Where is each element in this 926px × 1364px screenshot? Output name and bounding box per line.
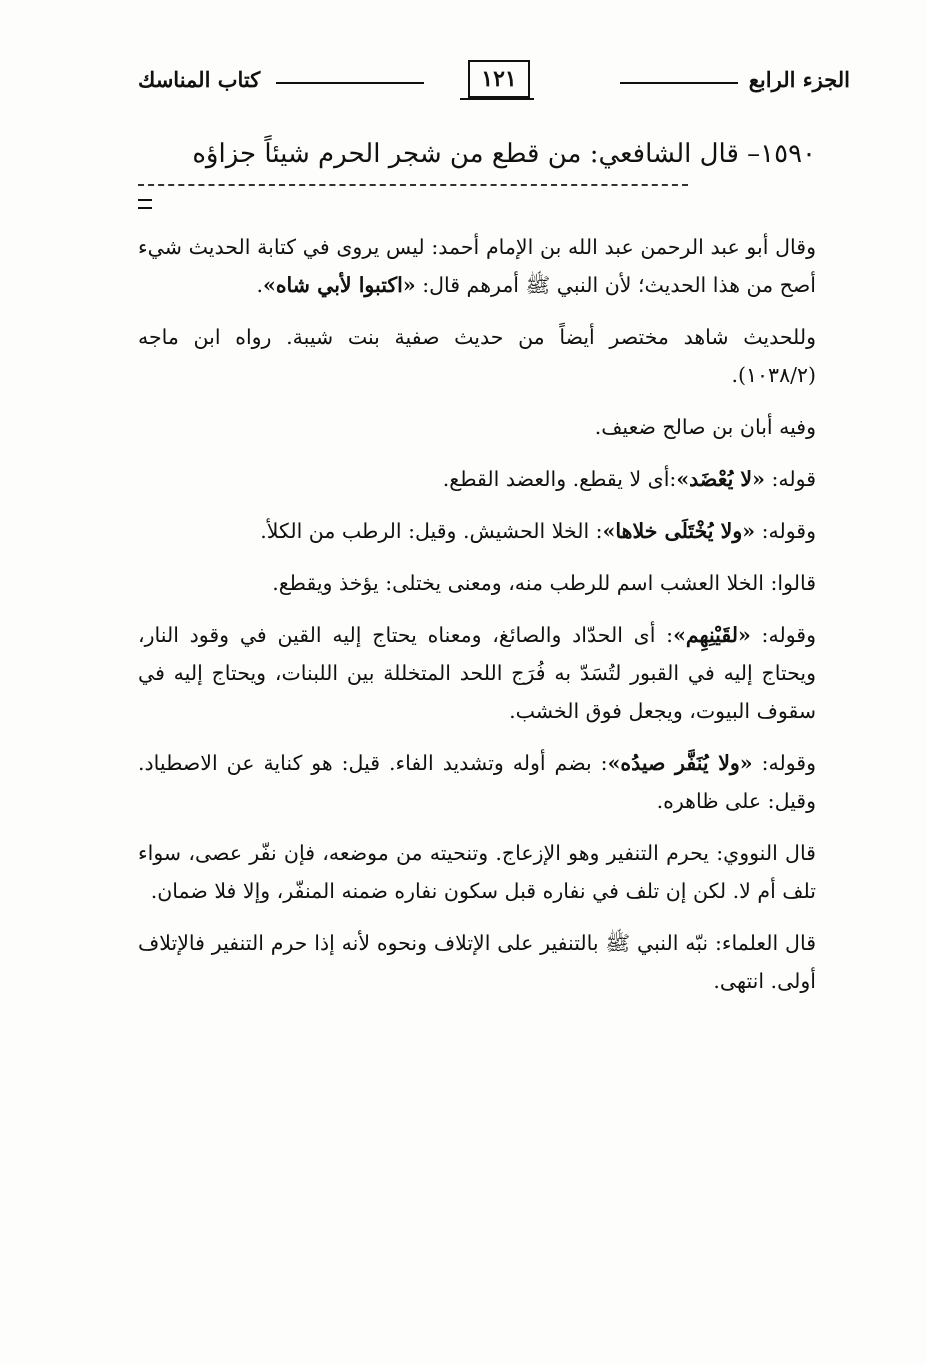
book-title: كتاب المناسك [138, 67, 261, 92]
commentary-body [138, 228, 816, 1000]
paragraph: وقوله: «لقَيْنِهِم»: أى الحدّاد والصائغ، ومعناه يحتاج إليه القين في وقود النار، ويحتاج إليه في القبور لتُسَدّ به فُرَج اللحد المتخللة بين اللبنات، ويحتاج إليه في سقوف البيوت، ويجعل فوق الخشب. [138, 623, 816, 723]
continuation-mark [138, 199, 152, 209]
paragraph: وفيه أبان بن صالح ضعيف. [594, 415, 816, 439]
paragraph: وقال أبو عبد الرحمن عبد الله بن الإمام أحمد: ليس يروى في كتابة الحديث شيء أصح من هذا الحديث؛ لأن النبي ﷺ أمرهم قال: «اكتبوا لأبي شاه». [138, 235, 816, 297]
paragraph: وقوله: «ولا يُنَفَّر صيدُه»: بضم أوله وتشديد الفاء. قيل: هو كناية عن الاصطياد. وقيل: على ظاهره. [138, 751, 817, 813]
volume-title: الجزء الرابع [748, 67, 850, 92]
page-header [138, 58, 850, 104]
paragraph: وقوله: «ولا يُخْتَلَى خلاها»: الخلا الحشيش. وقيل: الرطب من الكلأ. [260, 519, 816, 543]
page-number-underline [460, 98, 534, 100]
hadith-heading: ١٥٩٠– قال الشافعي: من قطع من شجر الحرم شيئاً جزاؤه [192, 139, 816, 169]
paragraph: قال العلماء: نبّه النبي ﷺ بالتنفير على الإتلاف ونحوه لأنه إذا حرم التنفير فالإتلاف أولى. انتهى. [138, 931, 816, 993]
page-number: ١٢١ [468, 60, 530, 98]
paragraph: وللحديث شاهد مختصر أيضاً من حديث صفية بنت شيبة. رواه ابن ماجه (١٠٣٨/٢). [138, 325, 816, 387]
paragraph: قوله: «لا يُعْضَد»:أى لا يقطع. والعضد القطع. [442, 467, 816, 491]
header-rule-left [276, 82, 424, 84]
paragraph: قال النووي: يحرم التنفير وهو الإزعاج. وتنحيته من موضعه، فإن نفّر عصى، سواء تلف أم لا. لكن إن تلف في نفاره قبل سكون نفاره ضمنه المنفّر، وإلا فلا ضمان. [138, 841, 816, 903]
dashed-separator [138, 184, 688, 186]
paragraph: قالوا: الخلا العشب اسم للرطب منه، ومعنى يختلى: يؤخذ ويقطع. [272, 571, 816, 595]
header-rule-right [620, 82, 738, 84]
